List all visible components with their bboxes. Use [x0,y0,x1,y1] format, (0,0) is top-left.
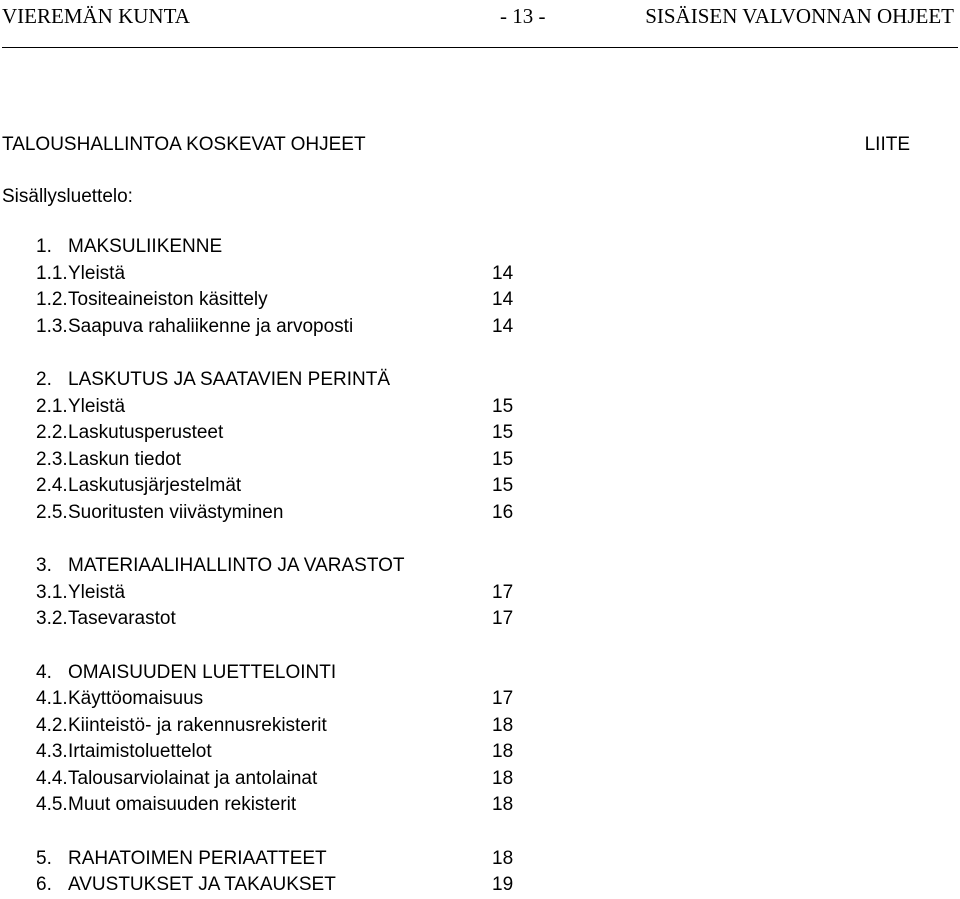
toc-section [36,234,536,261]
toc-page-number: 18 [492,767,514,789]
toc-label: Yleistä [68,395,126,417]
toc-label: OMAISUUDEN LUETTELOINTI [68,661,337,683]
toc-label: Yleistä [68,581,126,603]
toc-label: Laskutusjärjestelmät [68,475,242,496]
toc-section [36,846,536,873]
toc-page-number: 18 [492,794,514,815]
header-rule [2,47,958,48]
toc-number: 2.1. [36,395,68,417]
toc-number: 1.3. [36,315,68,337]
toc-number: 4.2. [36,714,68,736]
toc-number: 4. [36,661,52,683]
toc-number: 4.4. [36,767,68,789]
toc-section [36,660,536,687]
toc-page-number: 19 [492,874,514,895]
toc-number: 2.4. [36,475,68,496]
toc-number: 1.1. [36,262,68,284]
document-title: TALOUSHALLINTOA KOSKEVAT OHJEET [2,134,366,155]
toc-number: 3.2. [36,608,68,629]
toc-number: 5. [36,847,52,869]
toc-section-gap [36,526,536,553]
toc-item [36,261,536,288]
toc-label: Tasevarastot [68,608,176,629]
toc-section [36,872,536,899]
toc-number: 4.5. [36,794,68,815]
toc-item [36,287,536,314]
toc-section [36,367,536,394]
toc-number: 2. [36,369,52,390]
toc-label: Laskutusperusteet [68,422,224,443]
toc-section-gap [36,633,536,660]
toc-label: AVUSTUKSET JA TAKAUKSET [68,874,336,895]
toc-label: Muut omaisuuden rekisterit [68,794,297,815]
toc-page-number: 18 [492,714,514,736]
toc-number: 4.1. [36,688,68,709]
toc-item [36,473,536,500]
table-of-contents [36,234,536,899]
toc-page-number: 17 [492,688,514,709]
toc-number: 3. [36,555,52,576]
toc-label: Tositeaineiston käsittely [68,289,268,310]
toc-label: Laskun tiedot [68,448,182,470]
toc-label: Saapuva rahaliikenne ja arvoposti [68,315,354,337]
toc-item [36,792,536,819]
header-page-number: - 13 - [500,4,546,28]
toc-label: Yleistä [68,262,126,284]
header-municipality: VIEREMÄN KUNTA [2,4,190,28]
contents-heading: Sisällysluettelo: [2,186,133,207]
toc-item [36,500,536,527]
toc-section [36,553,536,580]
toc-item [36,447,536,474]
toc-number: 1. [36,236,52,257]
toc-label: Suoritusten viivästyminen [68,501,284,523]
toc-page-number: 17 [492,581,514,603]
toc-label: Talousarviolainat ja antolainat [68,767,318,789]
toc-label: LASKUTUS JA SAATAVIEN PERINTÄ [68,369,391,390]
toc-label: Irtaimistoluettelot [68,741,212,762]
toc-page-number: 14 [492,262,514,284]
toc-page-number: 14 [492,289,514,310]
toc-label: RAHATOIMEN PERIAATTEET [68,847,327,869]
toc-page-number: 15 [492,395,514,417]
toc-page-number: 16 [492,501,514,523]
toc-page-number: 15 [492,422,514,443]
toc-item [36,739,536,766]
toc-number: 2.5. [36,501,68,523]
toc-item [36,580,536,607]
toc-label: MATERIAALIHALLINTO JA VARASTOT [68,555,405,576]
header-document-name: SISÄISEN VALVONNAN OHJEET [645,4,954,28]
toc-item [36,314,536,341]
toc-item [36,394,536,421]
document-title-line [2,134,910,156]
toc-page-number: 18 [492,741,514,762]
toc-number: 1.2. [36,289,68,310]
toc-item [36,420,536,447]
toc-number: 4.3. [36,741,68,762]
toc-page-number: 15 [492,475,514,496]
toc-page-number: 17 [492,608,514,629]
toc-section-gap [36,819,536,846]
toc-item [36,713,536,740]
toc-number: 6. [36,874,52,895]
toc-page-number: 14 [492,315,514,337]
toc-number: 3.1. [36,581,68,603]
toc-page-number: 18 [492,847,514,869]
attachment-label: LIITE [864,134,910,155]
toc-item [36,606,536,633]
toc-label: Käyttöomaisuus [68,688,204,709]
toc-section-gap [36,340,536,367]
toc-page-number: 15 [492,448,514,470]
toc-label: Kiinteistö- ja rakennusrekisterit [68,714,327,736]
toc-label: MAKSULIIKENNE [68,236,223,257]
toc-item [36,766,536,793]
toc-number: 2.3. [36,448,68,470]
toc-item [36,686,536,713]
toc-number: 2.2. [36,422,68,443]
